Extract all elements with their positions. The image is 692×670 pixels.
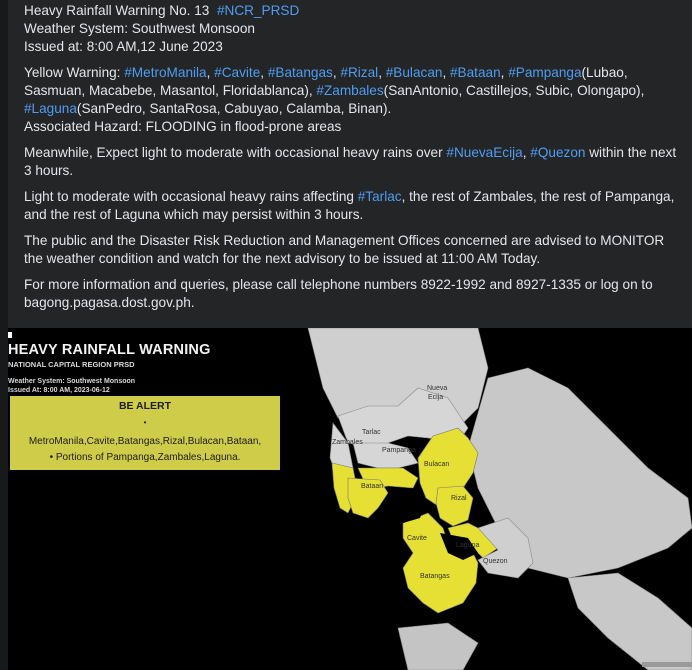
hashtag-ncr-prsd[interactable]: #NCR_PRSD (216, 3, 300, 18)
infographic-issued: Issued At: 8:00 AM, 2023-06-12 (8, 387, 110, 394)
light-rain-tail: , the rest of Zambales, the rest of Pampanga, and the rest of Laguna which may persist within 3 hours. (24, 189, 675, 222)
map-label-bulacan: Bulacan (424, 461, 450, 468)
light-rain-paragraph (24, 188, 684, 224)
yellow-warning-label: Yellow Warning: (24, 65, 125, 80)
map-label-nueva: Nueva (427, 385, 448, 392)
map-label-batangas: Batangas (420, 573, 450, 580)
warning-heading (24, 2, 684, 20)
map-label-rizal: Rizal (451, 495, 467, 502)
meanwhile-text: Meanwhile, Expect light to moderate with occasional heavy rains over (24, 145, 447, 160)
be-alert-title: BE ALERT (118, 400, 172, 412)
laguna-detail: (SanPedro, SantaRosa, Cabuyao, Calamba, Binan). (76, 101, 392, 116)
meanwhile-paragraph: Meanwhile, Expect light to moderate with occasional heavy rains over #NuevaEcija, #Quezon within the next 3 hours. (24, 145, 677, 178)
hashtag-laguna[interactable]: #Laguna (24, 101, 77, 116)
map-label-zambales: Zambales (332, 439, 363, 446)
map-label-cavite: Cavite (407, 535, 427, 542)
bullet-icon: • (143, 418, 147, 427)
infographic-subtitle: NATIONAL CAPITAL REGION PRSD (8, 360, 135, 369)
infographic-title: HEAVY RAINFALL WARNING (8, 342, 211, 358)
warning-title: Heavy Rainfall Warning No. 13 (24, 3, 210, 18)
hashtag-bataan[interactable]: #Bataan (450, 65, 501, 80)
scroll-indicator (642, 662, 692, 667)
advisory-paragraph: The public and the Disaster Risk Reduction and Management Offices concerned are advised to MONITOR the weather condition and watch for the next advisory to be issued at 11:00 AM Today. (24, 233, 665, 266)
hashtag-batangas[interactable]: #Batangas (267, 65, 333, 80)
hashtag-metromanila[interactable]: #MetroManila (124, 65, 207, 80)
infographic-weather-system: Weather System: Southwest Monsoon (8, 378, 136, 385)
alert-areas-line: MetroManila,Cavite,Batangas,Rizal,Bulacan,Bataan, (28, 436, 262, 447)
hashtag-zambales[interactable]: #Zambales (316, 83, 384, 98)
contact-paragraph: For more information and queries, please call telephone numbers 8922-1992 and 8927-1335 or log on to bagong.pagasa.dost.gov.ph. (24, 277, 653, 310)
hashtag-rizal[interactable]: #Rizal (340, 65, 379, 80)
issued-line: Issued at: 8:00 AM,12 June 2023 (24, 39, 223, 54)
hashtag-cavite[interactable]: #Cavite (214, 65, 261, 80)
warning-infographic-image[interactable] (8, 328, 692, 670)
map-label-tarlac: Tarlac (362, 429, 381, 436)
associated-hazard: Associated Hazard: FLOODING in flood-prone areas (24, 119, 342, 134)
meanwhile-tail: within the next 3 hours. (24, 145, 677, 178)
light-rain-text: Light to moderate with occasional heavy rains affecting (24, 189, 358, 204)
hashtag-nuevaecija[interactable]: #NuevaEcija (446, 145, 523, 160)
hashtag-bulacan[interactable]: #Bulacan (385, 65, 443, 80)
pampanga-detail: (Lubao, Sasmuan, Macabebe, Masantol, Floridablanca), (24, 65, 628, 98)
post-header (24, 2, 684, 56)
corner-marker (8, 332, 12, 338)
hashtag-tarlac[interactable]: #Tarlac (357, 189, 402, 204)
be-alert-box (10, 396, 280, 470)
alert-portions-line: • Portions of Pampanga,Zambales,Laguna. (49, 452, 241, 463)
weather-system-line: Weather System: Southwest Monsoon (24, 21, 255, 36)
yellow-warning-paragraph: Yellow Warning: #MetroManila, #Cavite, #Batangas, #Rizal, #Bulacan, #Bataan, #Pampanga(Lubao, Sasmuan, Macabebe, Masantol, Floridablanca), #Zambales(SanAntonio, Castillejos, Subic, Olongapo), #Laguna(SanPedro, SantaRosa, Cabuyao, Calamba, Binan). Associated Hazard: FLOODING in flood-prone areas (24, 65, 645, 134)
map-label-laguna: Laguna (456, 542, 480, 549)
map-label-ecija: Ecija (428, 394, 444, 401)
map-label-bataan: Bataan (361, 483, 384, 490)
map-label-pampanga: Pampanga (382, 447, 416, 454)
hashtag-quezon[interactable]: #Quezon (530, 145, 586, 160)
zambales-detail: (SanAntonio, Castillejos, Subic, Olongapo), (383, 83, 645, 98)
hashtag-pampanga[interactable]: #Pampanga (508, 65, 582, 80)
map-label-quezon: Quezon (483, 558, 508, 565)
post-text (24, 2, 684, 320)
